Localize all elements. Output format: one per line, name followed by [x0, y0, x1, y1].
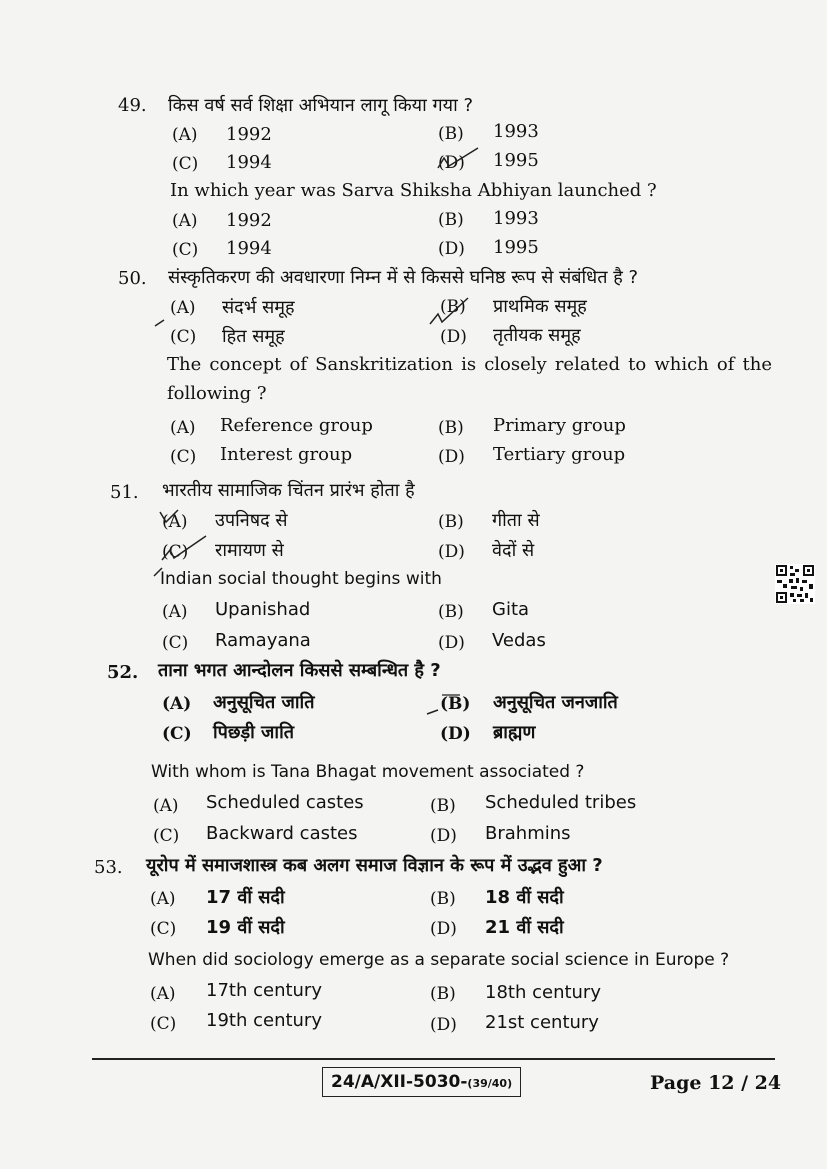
question-text-english: Indian social thought begins with: [160, 569, 442, 589]
option-label: (B): [430, 984, 456, 1004]
question-number: 50.: [118, 268, 147, 289]
question-text-english: The concept of Sanskritization is closely related to which of the following ?: [167, 354, 772, 404]
question-text-hindi: भारतीय सामाजिक चिंतन प्रारंभ होता है: [162, 480, 415, 501]
option-label: (B): [430, 889, 456, 909]
option-text: Backward castes: [206, 823, 358, 844]
option-label: (D): [430, 1015, 457, 1035]
footer-divider: [92, 1058, 775, 1060]
option-text: अनुसूचित जाति: [213, 692, 315, 713]
option-label: (C): [170, 447, 197, 467]
option-label: (B): [438, 124, 464, 144]
option-label: (A): [150, 889, 176, 909]
question-text-english: In which year was Sarva Shiksha Abhiyan launched ?: [170, 180, 657, 201]
option-label: (A): [162, 512, 188, 532]
option-text: Reference group: [220, 415, 373, 436]
option-text: Interest group: [220, 444, 353, 465]
option-text: अनुसूचित जनजाति: [493, 692, 618, 713]
option-label: (A): [172, 125, 198, 145]
option-text: 18 वीं सदी: [485, 887, 564, 908]
question-text-english: With whom is Tana Bhagat movement associated ?: [151, 762, 585, 782]
option-label: (A): [170, 418, 196, 438]
option-label: (C): [170, 327, 197, 347]
option-text: Scheduled tribes: [485, 792, 637, 813]
question-text-hindi: संस्कृतिकरण की अवधारणा निम्न में से किससे घनिष्ठ रूप से संबंधित है ?: [168, 267, 639, 288]
option-label: (B): [438, 210, 464, 230]
option-text: 19 वीं सदी: [206, 917, 285, 938]
question-text-hindi: किस वर्ष सर्व शिक्षा अभियान लागू किया गया ?: [168, 95, 474, 116]
option-text: Gita: [492, 599, 530, 620]
option-label: (C): [172, 154, 199, 174]
paper-code: 24/A/XII-5030-: [331, 1072, 468, 1092]
option-label: (C): [162, 633, 189, 653]
option-text: गीता से: [492, 510, 540, 531]
option-text: प्राथमिक समूह: [493, 296, 587, 317]
option-text: Tertiary group: [493, 444, 626, 465]
option-text: 17 वीं सदी: [206, 887, 285, 908]
option-label: (D): [440, 327, 467, 347]
option-label: (A): [162, 694, 192, 714]
option-text: 1992: [226, 210, 272, 231]
option-label: (A): [153, 796, 179, 816]
option-label: (B): [430, 796, 456, 816]
option-text: 1994: [226, 238, 272, 259]
question-number: 52.: [107, 662, 139, 683]
option-text: 21st century: [485, 1012, 599, 1033]
option-label: (A): [170, 298, 196, 318]
pen-mark: [158, 508, 180, 530]
option-text: 1995: [493, 237, 539, 258]
question-number: 49.: [118, 95, 147, 116]
option-text: 1995: [493, 150, 539, 171]
option-text: हित समूह: [222, 326, 285, 347]
option-label: (D): [430, 919, 457, 939]
page-number: Page 12 / 24: [650, 1072, 782, 1094]
option-text: Scheduled castes: [206, 792, 364, 813]
paper-code-suffix: (39/40): [467, 1077, 513, 1090]
question-text-hindi: ताना भगत आन्दोलन किससे सम्बन्धित है ?: [158, 660, 441, 681]
option-label: (C): [172, 240, 199, 260]
option-text: 17th century: [206, 980, 322, 1001]
option-label: (A): [162, 602, 188, 622]
option-label: (C): [150, 1014, 177, 1034]
question-number: 53.: [94, 857, 123, 878]
option-label: (D): [430, 826, 457, 846]
option-label: (B): [438, 512, 464, 532]
option-label: (C): [162, 542, 189, 562]
option-label: (D): [438, 153, 465, 173]
option-label: (C): [153, 826, 180, 846]
option-text: 1992: [226, 124, 272, 145]
option-text: वेदों से: [492, 540, 535, 561]
option-text: ब्राह्मण: [493, 722, 536, 743]
option-label: (B): [440, 694, 471, 714]
option-text: Vedas: [492, 630, 546, 651]
question-text-english: When did sociology emerge as a separate social science in Europe ?: [148, 950, 730, 970]
option-text: Primary group: [493, 415, 626, 436]
option-label: (D): [438, 447, 465, 467]
option-label: (C): [150, 919, 177, 939]
option-label: (B): [438, 418, 464, 438]
option-text: 1993: [493, 121, 539, 142]
option-label: (C): [162, 724, 192, 744]
option-text: पिछड़ी जाति: [213, 722, 295, 743]
option-text: Brahmins: [485, 823, 571, 844]
option-label: (D): [438, 542, 465, 562]
option-label: (D): [438, 239, 465, 259]
option-text: Upanishad: [215, 599, 311, 620]
option-text: तृतीयक समूह: [493, 325, 581, 346]
option-label: (D): [438, 633, 465, 653]
question-text-hindi: यूरोप में समाजशास्त्र कब अलग समाज विज्ञान के रूप में उद्भव हुआ ?: [146, 855, 603, 876]
answer-tick-mark: [428, 294, 474, 328]
option-text: 1993: [493, 208, 539, 229]
option-text: Ramayana: [215, 630, 311, 651]
answer-tick-mark: [424, 692, 464, 718]
option-label: (D): [440, 724, 471, 744]
option-label: (A): [172, 211, 198, 231]
paper-code-box: [322, 1067, 521, 1097]
answer-tick-mark: [160, 534, 210, 564]
answer-tick-mark: [436, 146, 482, 172]
option-text: रामायण से: [215, 540, 284, 561]
pen-mark: [152, 566, 164, 578]
option-text: 18th century: [485, 982, 601, 1003]
pen-mark: [154, 318, 166, 328]
qr-code-icon: [775, 564, 815, 604]
option-text: उपनिषद से: [215, 510, 288, 531]
option-text: 1994: [226, 152, 272, 173]
option-label: (B): [438, 602, 464, 622]
option-label: (A): [150, 984, 176, 1004]
option-text: 19th century: [206, 1010, 322, 1031]
option-label: (B): [440, 297, 466, 317]
option-text: 21 वीं सदी: [485, 917, 564, 938]
question-number: 51.: [110, 482, 139, 503]
option-text: संदर्भ समूह: [222, 297, 295, 318]
